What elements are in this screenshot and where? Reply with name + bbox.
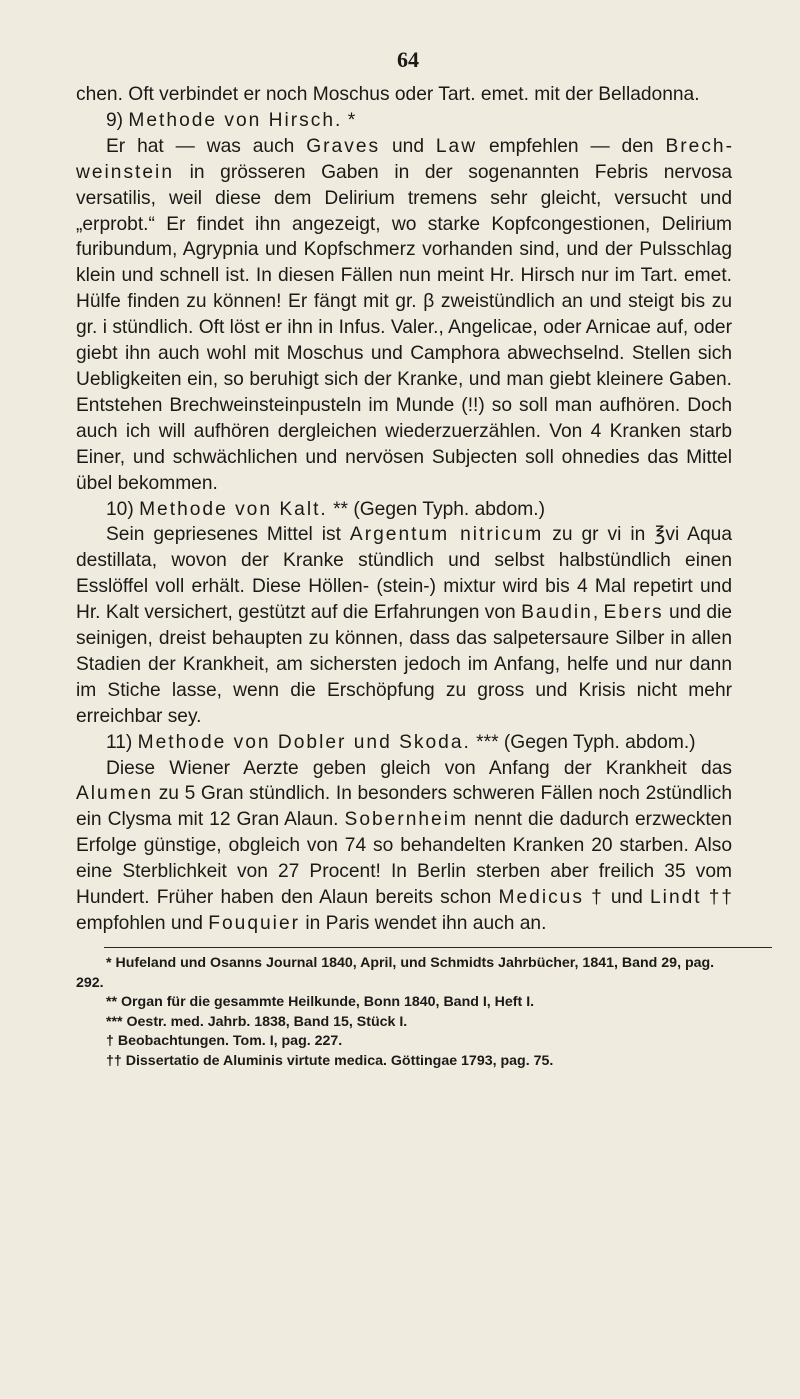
text-run: und [380, 135, 436, 157]
name-lindt: Lindt [650, 887, 702, 909]
paragraph-dobler-skoda [76, 756, 732, 937]
term-argentum-nitricum: Argentum nitricum [349, 524, 544, 546]
name-ebers: Ebers [603, 602, 664, 624]
text-run: Diese Wiener Aerzte geben gleich von Anfang der Krankheit das [106, 757, 732, 779]
text-run: †† empfohlen und [76, 887, 732, 934]
text-run: , [592, 602, 604, 624]
method-11-number: 11) [106, 731, 138, 753]
text-run: empfehlen — den [477, 135, 666, 157]
heading-method-11 [76, 730, 732, 756]
main-text [76, 82, 732, 937]
name-baudin: Baudin [521, 602, 593, 624]
method-10-title: Methode von Kalt. [139, 498, 328, 520]
heading-method-9 [76, 108, 732, 134]
method-10-subtitle: ** (Gegen Typh. abdom.) [327, 498, 545, 520]
text-run: Sein gepriesenes Mittel ist [106, 524, 350, 546]
footnote-mark-1: * [342, 109, 356, 131]
method-11-subtitle: *** (Gegen Typh. abdom.) [470, 731, 696, 753]
method-10-number: 10) [106, 498, 140, 520]
text-run: zu 5 Gran stündlich. In besonders schweren Fällen noch 2stündlich ein Clysma mit 12 Gran Alaun. [76, 783, 732, 831]
name-medicus: Medicus [498, 887, 584, 909]
paragraph-hirsch [76, 134, 732, 497]
name-law: Law [435, 135, 478, 157]
footnote-1: * Hufeland und Osanns Journal 1840, April, und Schmidts Jahrbücher, 1841, Band 29, pag. 292. [76, 954, 715, 991]
footnote-3: *** Oestr. med. Jahrb. 1838, Band 15, Stück I. [106, 1013, 408, 1030]
term-brechweinstein: Brechweinstein [76, 135, 732, 183]
method-9-title: Methode von Hirsch. [128, 109, 343, 131]
footnotes [76, 954, 732, 1072]
text-run: in Paris wendet ihn auch an. [300, 913, 547, 934]
heading-method-10 [76, 497, 732, 523]
footnote-5: †† Dissertatio de Aluminis virtute medica. Göttingae 1793, pag. 75. [106, 1052, 554, 1069]
text-run: in grösseren Gaben in der sogenannten Febris nervosa versatilis, weil diese dem Delirium tremens sehr gleicht, versucht und „erprobt.“ Er findet ihn angezeigt, wo starke Kopfcongestionen, Delirium furibundum, Agrypnia und Kopfschmerz vorhanden sind, und der Pulsschlag klein und schnell ist. In diesen Fällen nun meint Hr. Hirsch nur im Tart. emet. Hülfe finden zu können! Er fängt mit gr. β zweistündlich an und steigt bis zu gr. i stündlich. Oft löst er ihn in Infus. Valer., Angelicae, oder Arnicae auf, oder giebt ihn auch wohl mit Moschus und Camphora abwechselnd. Stellen sich Uebligkeiten ein, so beruhigt sich der Kranke, und man giebt kleinere Gaben. Entstehen Brechweinsteinpusteln im Munde (!!) so soll man aufhören. Doch auch ich will aufhören dergleichen wiederzuerzählen. Von 4 Kranken starb Einer, und schwächlichen und nervösen Subjecten soll ohnedies das Mittel übel bekommen. [76, 161, 732, 494]
text-run: nennt die dadurch erzweckten Erfolge günstige, obgleich von 74 so behandelten Kranken 20 starben. Also eine Sterblichkeit von 27 Procent! In Berlin sterben aber freilich 35 vom Hundert. Früher haben den Alaun bereits schon [76, 809, 732, 909]
text-run: † und [583, 887, 651, 909]
text-run: Er hat — was auch [106, 135, 307, 157]
name-fouquier: Fouquier [208, 913, 301, 934]
paragraph-continuation: chen. Oft verbindet er noch Moschus oder Tart. emet. mit der Belladonna. [76, 84, 700, 105]
footnote-divider [104, 947, 772, 948]
text-run: zu gr vi in ℥vi Aqua destillata, wovon der Kranke stündlich und selbst halbstündlich einen Esslöffel voll erhält. Diese Höllen- (stein-) mixtur wird bis 4 Mal repetirt und Hr. Kalt versichert, gestützt auf die Erfahrungen von [76, 524, 732, 624]
page-number: 64 [397, 47, 419, 72]
method-9-number: 9) [106, 109, 129, 131]
term-alumen: Alumen [76, 783, 154, 805]
name-sobernheim: Sobernheim [344, 809, 468, 831]
text-run: und die seinigen, dreist behaupten zu können, dass das salpetersaure Silber in allen Stadien der Krankheit, am sichersten jedoch im Anfang, helfe und nur dann im Stiche lasse, wenn die Erschöpfung zu gross und Krisis nicht mehr erreichbar sey. [76, 602, 732, 727]
footnote-2: ** Organ für die gesammte Heilkunde, Bonn 1840, Band I, Heft I. [106, 994, 535, 1011]
method-11-title: Methode von Dobler und Skoda. [137, 731, 471, 753]
paragraph-kalt [76, 522, 732, 729]
name-graves: Graves [306, 135, 381, 157]
footnote-4: † Beobachtungen. Tom. I, pag. 227. [106, 1033, 343, 1050]
